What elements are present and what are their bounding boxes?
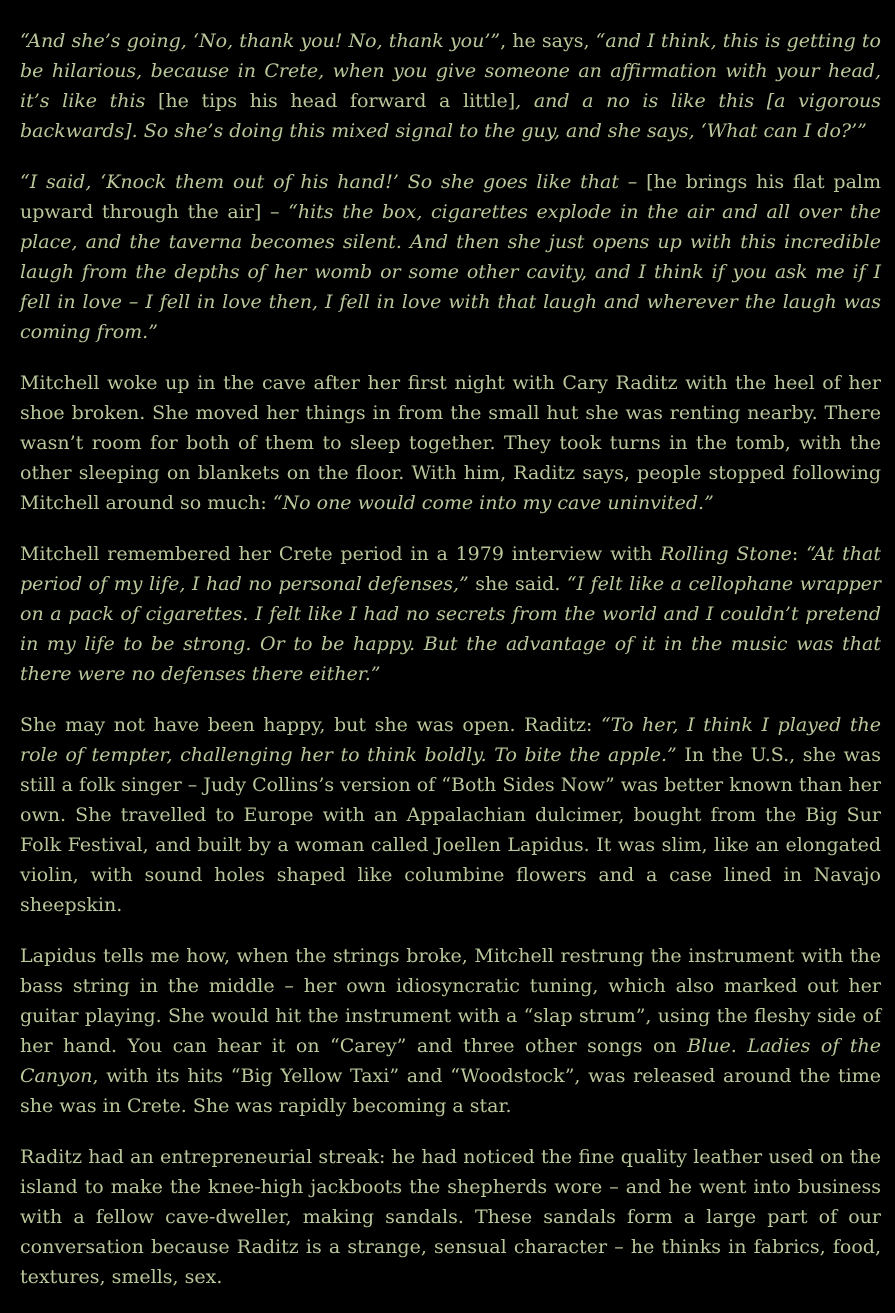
- body-text: Mitchell remembered her Crete period in a 1979 interview with: [20, 543, 661, 565]
- paragraph-3: [20, 368, 881, 518]
- paragraph-2: [20, 167, 881, 347]
- body-text: Raditz had an entrepreneurial streak: he had noticed the fine quality leather used on the island to make the knee-high jackboots the shepherds wore – and he went into business with a fellow cave-dweller, making sandals. These sandals form a large part of our conversation because Raditz is a strange, sensual character – he thinks in fabrics, food, textures, smells, sex.: [20, 1146, 881, 1288]
- quote-text: “At that period of my life, I had no personal defenses,”: [20, 543, 881, 595]
- publication-title: Rolling Stone: [660, 543, 792, 565]
- body-text: Lapidus tells me how, when the strings broke, Mitchell restrung the instrument with the bass string in the middle – her own idiosyncratic tuning, which also marked out her guitar playing. She would hit the instrument with a “slap strum”, using the fleshy side of her hand. You can hear it on “Carey” and three other songs on: [20, 945, 881, 1057]
- body-text: , he says,: [500, 30, 596, 52]
- body-text: , with its hits “Big Yellow Taxi” and “Woodstock”, was released around the time she was in Crete. She was rapidly becoming a star.: [20, 1065, 881, 1117]
- quote-text: “No one would come into my cave uninvited.”: [272, 492, 714, 514]
- quote-text: , and a no is like this [a vigorous backwards]. So she’s doing this mixed signal to the guy, and she says, ‘What can I do?’”: [20, 90, 882, 142]
- paragraph-5: [20, 710, 881, 920]
- quote-text: “and I think, this is getting to be hilarious, because in Crete, when you give someone an affirmation with your head, it’s like this: [20, 30, 881, 112]
- quote-text: “I felt like a cellophane wrapper on a pack of cigarettes. I felt like I had no secrets from the world and I couldn’t pretend in my life to be strong. Or to be happy. But the advantage of it in the music was that there were no defenses there either.”: [20, 573, 881, 685]
- quote-text: “And she’s going, ‘No, thank you! No, thank you’”: [20, 30, 501, 52]
- quote-text: “I said, ‘Knock them out of his hand!’ So she goes like that –: [20, 171, 647, 193]
- paragraph-1: [20, 26, 881, 146]
- body-text: She may not have been happy, but she was open. Raditz:: [20, 714, 602, 736]
- article-body: [20, 26, 881, 1313]
- album-title: Blue: [687, 1035, 731, 1057]
- body-text: .: [730, 1035, 748, 1057]
- paragraph-6: [20, 941, 881, 1121]
- body-text: she said.: [468, 573, 567, 595]
- stage-direction-text: [he tips his head forward a little]: [157, 90, 516, 112]
- body-text: In the U.S., she was still a folk singer – Judy Collins’s version of “Both Sides Now” was better known than her own. She travelled to Europe with an Appalachian dulcimer, bought from the Big Sur Folk Festival, and built by a woman called Joellen Lapidus. It was slim, like an elongated violin, with sound holes shaped like columbine flowers and a case lined in Navajo sheepskin.: [20, 744, 881, 916]
- quote-text: “To her, I think I played the role of tempter, challenging her to think boldly. To bite the apple.”: [20, 714, 881, 766]
- paragraph-7: [20, 1142, 881, 1292]
- album-title: Ladies of the Canyon: [20, 1035, 881, 1087]
- paragraph-4: [20, 539, 881, 689]
- stage-direction-text: [he brings his flat palm upward through the air] –: [20, 171, 881, 223]
- body-text: Mitchell woke up in the cave after her first night with Cary Raditz with the heel of her shoe broken. She moved her things in from the small hut she was renting nearby. There wasn’t room for both of them to sleep together. They took turns in the tomb, with the other sleeping on blankets on the floor. With him, Raditz says, people stopped following Mitchell around so much:: [20, 372, 881, 514]
- quote-text: “hits the box, cigarettes explode in the air and all over the place, and the taverna becomes silent. And then she just opens up with this incredible laugh from the depths of her womb or some other cavity, and I think if you ask me if I fell in love – I fell in love then, I fell in love with that laugh and wherever the laugh was coming from.”: [20, 201, 881, 343]
- body-text: :: [791, 543, 807, 565]
